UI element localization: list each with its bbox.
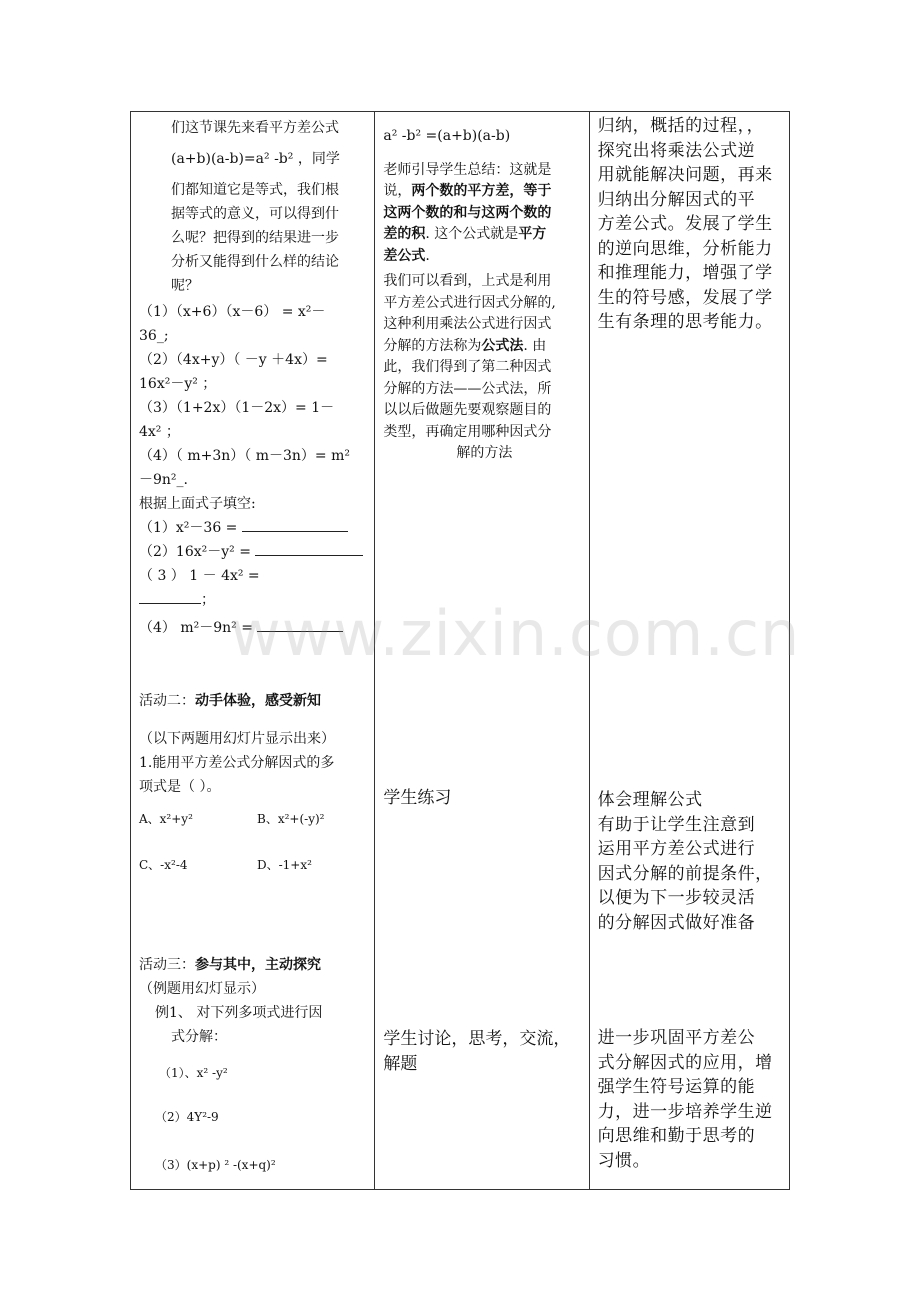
lesson-plan-table	[130, 111, 790, 1190]
question-text: 1.能用平方差公式分解因式的多	[139, 755, 335, 771]
intent-line: 探究出将乘法公式逆	[597, 140, 756, 161]
intent-line: 力，进一步培养学生逆	[597, 1101, 773, 1122]
intent-line: 式分解因式的应用，增	[597, 1052, 773, 1073]
activity-two-title: 活动二：动手体验，感受新知	[139, 693, 321, 709]
example-text: 例1、 对下列多项式进行因	[155, 1005, 323, 1021]
intro-line: 呢？	[171, 278, 199, 294]
fill-in-question: （ 3 ） 1 － 4x² =	[139, 568, 260, 584]
intent-line: 生有条理的思考能力。	[597, 312, 773, 332]
answer-blank[interactable]	[257, 617, 343, 632]
activity-column	[131, 112, 375, 1190]
intro-line: 分析又能得到什么样的结论	[171, 254, 339, 270]
activity-three	[131, 953, 375, 1177]
option-c: C、-x²-4	[139, 858, 188, 872]
activity-two-note: （以下两题用幻灯片显示出来）	[139, 731, 335, 747]
summary-line: 老师引导学生总结：这就是	[383, 161, 552, 178]
activity-two	[131, 689, 375, 877]
question-text: 项式是（ ）。	[139, 779, 221, 795]
option-b: B、x²+(-y)²	[257, 812, 325, 826]
equation-line: 36_;	[139, 328, 169, 344]
intent-line: 用就能解决问题，再来	[597, 165, 773, 185]
equation-line: 4x² ；	[139, 424, 180, 440]
intent-line: 和推理能力，增强了学	[597, 263, 773, 283]
intent-line: 运用平方差公式进行	[597, 839, 756, 859]
intent-line: 方差公式。发展了学生	[597, 214, 773, 234]
intent-line: 因式分解的前提条件，	[597, 863, 773, 884]
method-line: 平方差公式进行因式分解的,	[383, 294, 556, 311]
intent-line: 向思维和勤于思考的	[597, 1126, 756, 1146]
fill-in-question: （1）x²－36 =	[131, 516, 375, 540]
equation-line: 16x²－y² ；	[139, 376, 217, 392]
option-d: D、-1+x²	[257, 858, 312, 872]
equation-line: （1）（x+6）（x－6） = x²－	[139, 304, 326, 320]
intent-line: 归纳，概括的过程，，	[597, 116, 765, 136]
intro-line: 们都知道它是等式，我们根	[171, 182, 339, 198]
fill-in-title: 根据上面式子填空:	[139, 496, 256, 512]
equation-line: －9n²_.	[139, 472, 188, 488]
intent-line: 以便为下一步较灵活	[597, 888, 756, 908]
student-discussion: 解题	[383, 1054, 418, 1074]
options-row	[131, 853, 375, 877]
method-line: 解的方法	[456, 445, 513, 461]
example-text: 式分解：	[171, 1029, 227, 1045]
answer-blank[interactable]	[242, 517, 348, 532]
answer-blank[interactable]	[255, 541, 363, 556]
watermark: www.zixin.com.cn	[230, 597, 801, 670]
method-line: 此，我们得到了第二种因式	[383, 359, 552, 375]
intro-line: 么呢？把得到的结果进一步	[171, 230, 339, 246]
intro-line: 据等式的意义，可以得到什	[171, 206, 339, 222]
student-activity-column	[375, 112, 589, 1190]
intent-line: 的逆向思维，分析能力	[597, 238, 773, 259]
intent-line: 进一步巩固平方差公	[597, 1028, 756, 1048]
student-practice: 学生练习	[383, 788, 452, 808]
options-row	[131, 807, 375, 831]
design-intent-column	[589, 112, 789, 1190]
equation-line: （4）（ m+3n）（ m－3n）= m²	[139, 448, 351, 464]
method-line: 分解的方法——公式法，所	[383, 380, 552, 397]
method-line: 这种利用乘法公式进行因式	[383, 316, 552, 332]
intent-line: 有助于让学生注意到	[597, 814, 756, 835]
intent-line: 生的符号感，发展了学	[597, 287, 773, 308]
fill-in-question: （4） m²－9n² =	[131, 616, 375, 640]
fill-in-question: （2）16x²－y² =	[131, 540, 375, 564]
equation-line: （2）（4x+y）（ －y ＋4x）=	[139, 352, 328, 368]
fill-in-question: ；	[131, 588, 375, 612]
method-line: 分解的方法称为公式法. 由	[383, 337, 547, 354]
option-a: A、x²+y²	[139, 812, 193, 826]
example-item: （2）4Y²-9	[155, 1110, 219, 1124]
example-item: （3）(x+p) ² -(x+q)²	[155, 1158, 276, 1172]
answer-blank[interactable]	[139, 589, 201, 604]
intent-line: 体会理解公式	[597, 790, 703, 810]
equation-line: （3）（1+2x）（1－2x）= 1－	[139, 400, 335, 416]
summary-line: 这两个数的和与这两个数的	[383, 204, 552, 221]
method-line: 类型，再确定用哪种因式分	[383, 423, 552, 440]
intent-line: 强学生符号运算的能	[597, 1077, 756, 1097]
intro-formula-line: (a+b)(a-b)=a² -b² ，同学	[171, 151, 340, 167]
summary-line: 差公式.	[383, 247, 430, 264]
summary-line: 说，两个数的平方差，等于	[383, 183, 552, 199]
intent-line: 习惯。	[597, 1150, 651, 1171]
method-line: 我们可以看到，上式是利用	[383, 273, 552, 289]
method-line: 以以后做题先要观察题目的	[383, 402, 552, 418]
intent-line: 的分解因式做好准备	[597, 912, 756, 933]
formula: a² -b² =(a+b)(a-b)	[383, 128, 511, 144]
example-item: （1）、x² -y²	[159, 1066, 228, 1080]
intent-line: 归纳出分解因式的平	[597, 189, 756, 210]
activity-three-title: 活动三：参与其中，主动探究	[139, 957, 321, 973]
summary-line: 差的积. 这个公式就是平方	[383, 226, 547, 242]
student-discussion: 学生讨论，思考，交流，	[383, 1029, 571, 1049]
intro-line: 们这节课先来看平方差公式	[171, 120, 339, 136]
activity-three-note: （例题用幻灯显示）	[139, 981, 265, 997]
